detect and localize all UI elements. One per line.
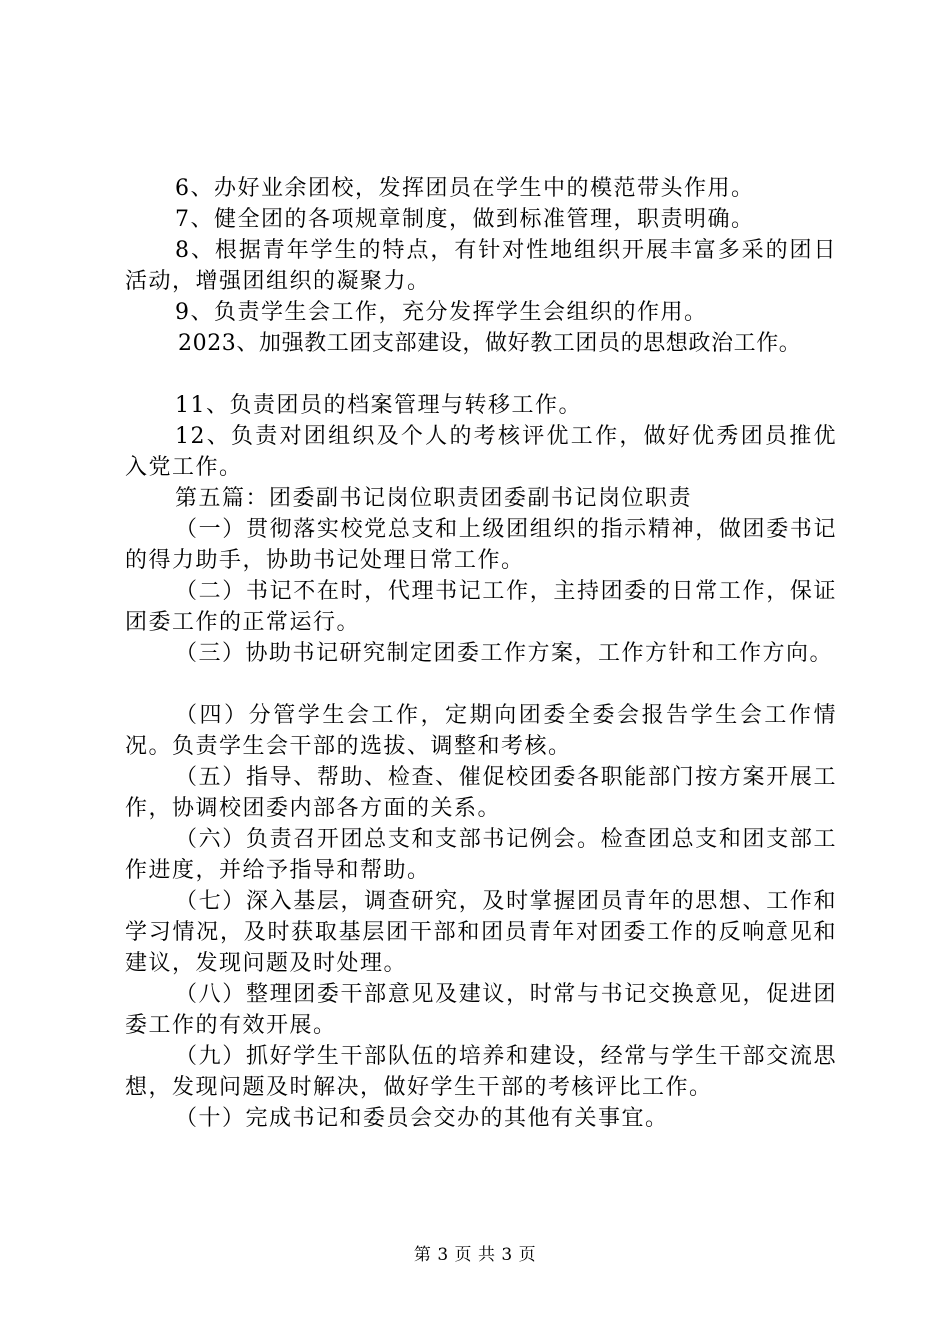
- duty-item-8: （八）整理团委干部意见及建议，时常与书记交换意见，促进团委工作的有效开展。: [125, 982, 837, 1038]
- duty-item-3: （三）协助书记研究制定团委工作方案，工作方针和工作方向。: [175, 641, 834, 666]
- paragraph-item-9: 9、负责学生会工作，充分发挥学生会组织的作用。: [175, 300, 708, 325]
- duty-item-1: （一）贯彻落实校党总支和上级团组织的指示精神，做团委书记的得力助手，协助书记处理日常工作。: [125, 517, 837, 573]
- duty-item-7: （七）深入基层，调查研究，及时掌握团员青年的思想、工作和学习情况，及时获取基层团干部和团员青年对团委工作的反响意见和建议，发现问题及时处理。: [125, 889, 837, 976]
- section-heading: 第五篇：团委副书记岗位职责团委副书记岗位职责: [175, 486, 693, 511]
- duty-item-6: （六）负责召开团总支和支部书记例会。检查团总支和团支部工作进度，并给予指导和帮助。: [125, 827, 837, 883]
- duty-item-10: （十）完成书记和委员会交办的其他有关事宜。: [175, 1106, 669, 1131]
- paragraph-item-8: 8、根据青年学生的特点，有针对性地组织开展丰富多采的团日活动，增强团组织的凝聚力。: [125, 238, 837, 294]
- duty-item-4: （四）分管学生会工作，定期向团委全委会报告学生会工作情况。负责学生会干部的选拔、调整和考核。: [125, 703, 837, 759]
- paragraph-item-7: 7、健全团的各项规章制度，做到标准管理，职责明确。: [175, 207, 755, 232]
- duty-item-2: （二）书记不在时，代理书记工作，主持团委的日常工作，保证团委工作的正常运行。: [125, 579, 837, 635]
- paragraph-item-12: 12、负责对团组织及个人的考核评优工作，做好优秀团员推优入党工作。: [125, 424, 837, 480]
- paragraph-item-10: 2023、加强教工团支部建设，做好教工团员的思想政治工作。: [178, 331, 802, 356]
- page-number-footer: 第 3 页 共 3 页: [413, 1245, 537, 1265]
- duty-item-9: （九）抓好学生干部队伍的培养和建设，经常与学生干部交流思想，发现问题及时解决，做好学生干部的考核评比工作。: [125, 1044, 837, 1100]
- paragraph-item-6: 6、办好业余团校，发挥团员在学生中的模范带头作用。: [175, 176, 755, 201]
- duty-item-5: （五）指导、帮助、检查、催促校团委各职能部门按方案开展工作，协调校团委内部各方面的关系。: [125, 765, 837, 821]
- paragraph-item-11: 11、负责团员的档案管理与转移工作。: [175, 393, 582, 418]
